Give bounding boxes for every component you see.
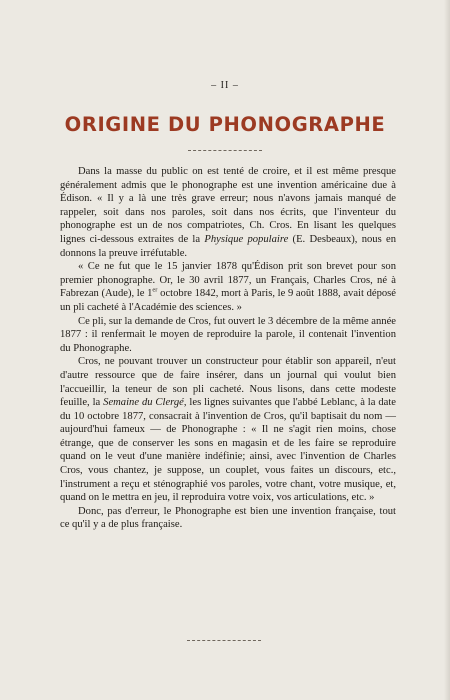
body-text xyxy=(60,165,396,532)
italic-title: Semaine du Clergé xyxy=(103,397,184,409)
text-run: (E. Desbeaux), nous en donnons la preuve irréfutable. xyxy=(60,233,396,259)
text-run: Ce pli, sur la demande de Cros, fut ouvert le 3 décembre de la même année 1877 : il renfermait le moyen de reproduire la parole, il contenait l'invention du Phonographe. xyxy=(60,315,396,354)
text-run: Donc, pas d'erreur, le Phonographe est bien une invention française, tout ce qu'il y a de plus française. xyxy=(60,505,396,531)
text-run: Cros, ne pouvant trouver un constructeur pour établir son appareil, n'eut d'autre ressource que de faire insérer, dans un journal qui voulut bien l'accueillir, la teneur de son pli cacheté. Nous lisons, dans cette modeste feuille, la xyxy=(60,356,396,409)
text-run: « Ce ne fut que le 15 janvier 1878 qu'Édison prit son brevet pour son premier phonographe. Or, le 30 avril 1877, un Français, Charles Cros, né à Fabrezan (Aude), le 1 xyxy=(60,261,396,300)
text-run: , les lignes suivantes que l'abbé Leblanc, à la date du 10 octobre 1877, consacrait à l'invention de Cros, qu'il baptisait du nom — aujourd'hui fameux — de Phonographe : « Il ne s'agit rien moins, chose étrange, que de conserver les sons en magasin et de les faire se reproduire quand on le veut d'une manière indéfinie; ainsi, avec l'invention de Charles Cros, vous chantez, je suppose, un couplet, vous faites un discours, etc., l'instrument a reçu et sténographié vos paroles, votre chant, votre musique, et, quand on le mettra en jeu, il reproduira votre voix, vos articulations, etc. » xyxy=(60,397,396,504)
page-edge-shadow xyxy=(444,0,450,700)
paragraph xyxy=(60,165,396,260)
paragraph xyxy=(60,505,396,532)
paragraph xyxy=(60,355,396,505)
chapter-number: – II – xyxy=(211,80,239,91)
text-run: Dans la masse du public on est tenté de croire, et il est même presque généralement admis que le phonographe est une invention américaine due à Édison. « Il y a là une très grave erreur; nous n'avons jamais manqué de rappeler, soit dans nos paroles, soit dans nos écrits, que l'inventeur du phonographe est un de nos compatriotes, Ch. Cros. En lisant les quelques lignes ci-dessous extraites de la xyxy=(60,166,396,245)
italic-title: Physique populaire xyxy=(204,233,289,245)
end-divider xyxy=(187,640,261,641)
superscript: er xyxy=(152,286,158,294)
paragraph xyxy=(60,315,396,356)
paragraph xyxy=(60,260,396,314)
text-run: octobre 1842, mort à Paris, le 9 août 1888, avait déposé un pli cacheté à l'Académie des sciences. » xyxy=(60,288,396,313)
title-divider xyxy=(188,150,262,151)
page-title: ORIGINE DU PHONOGRAPHE xyxy=(64,113,386,136)
